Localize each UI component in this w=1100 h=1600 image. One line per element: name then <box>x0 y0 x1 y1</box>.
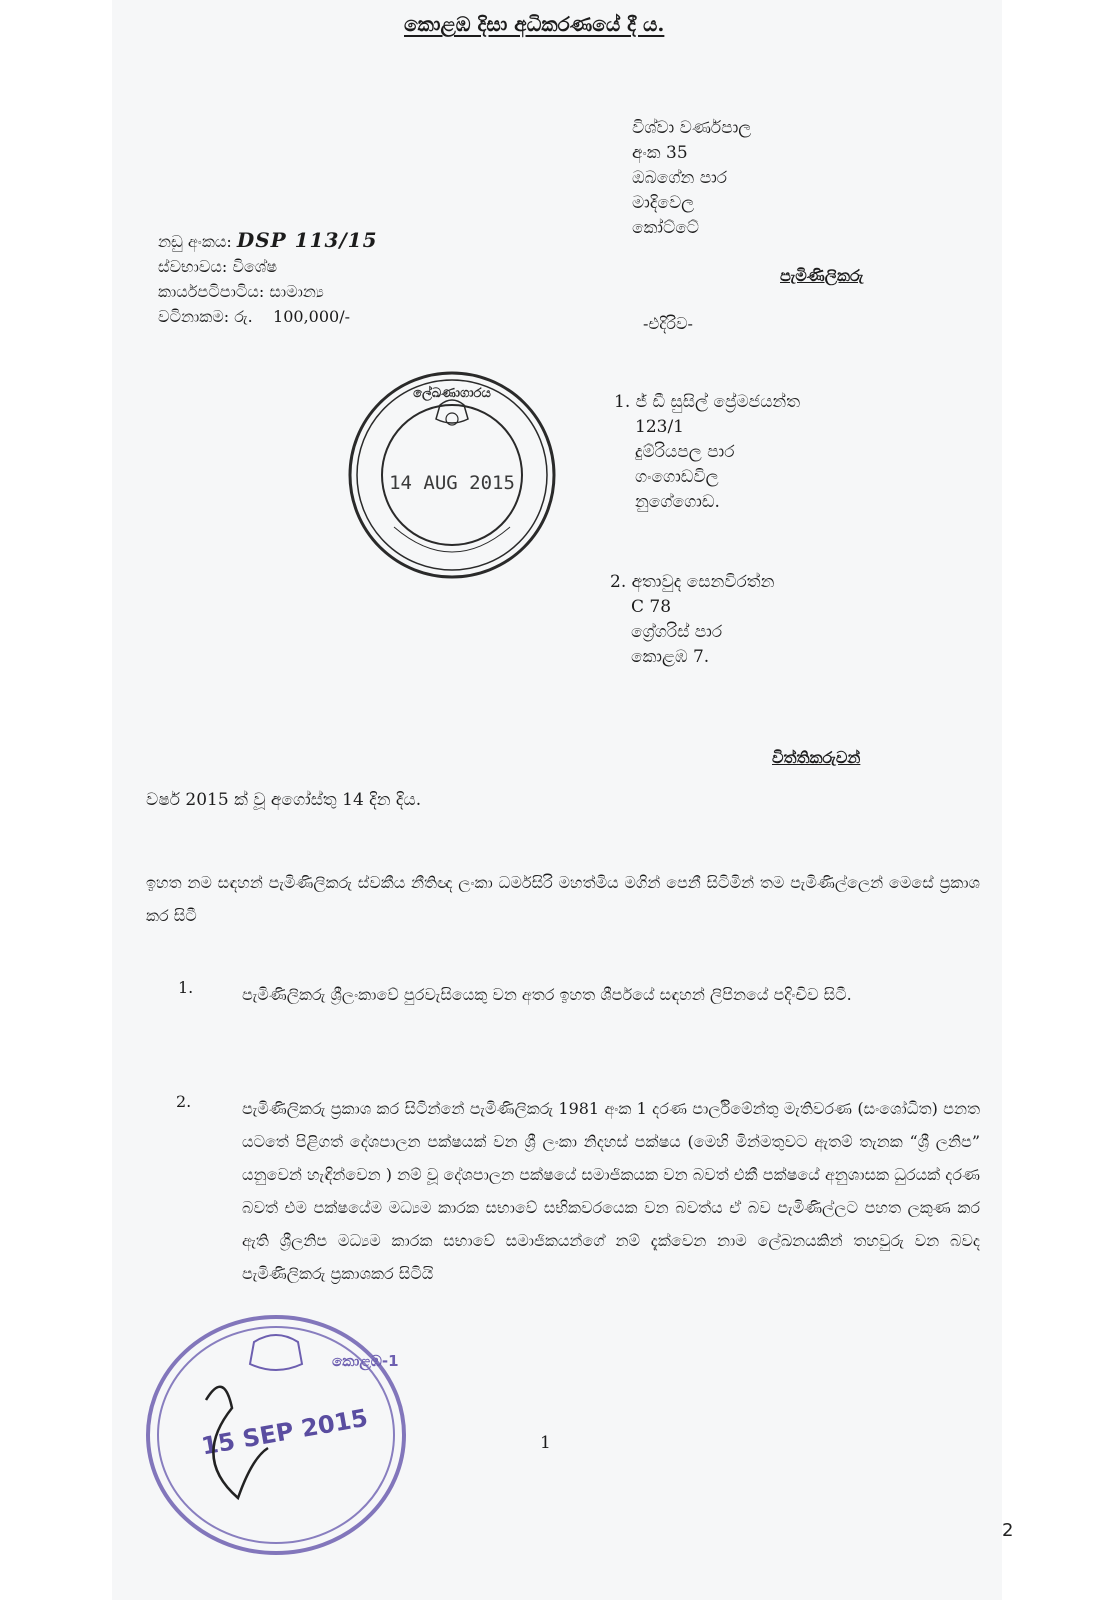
defendant-2 <box>610 570 774 670</box>
case-number-label: නඩු අංකය: <box>158 232 232 251</box>
versus-label: -එදිරිව- <box>643 314 693 333</box>
case-value: 100,000/- <box>273 307 351 326</box>
registry-seal-date: 14 AUG 2015 <box>389 472 515 494</box>
court-seal-stamp <box>136 1300 416 1560</box>
case-value-label: වටිනාකම: රු. <box>158 307 253 326</box>
registry-seal-stamp <box>344 367 560 583</box>
defendant-address-line: කොළඹ 7. <box>631 647 710 667</box>
paragraph-text: පැමිණිලිකරු ශ්‍රීලංකාවේ පුරවැසියෙකු වන අතර ඉහත ශීර්පයේ සඳහන් ලිපිනයේ පදිංචිව සිටී. <box>242 985 852 1004</box>
plaintiff-address-line: මාදිවෙල <box>632 193 695 213</box>
plaintiff-address-line: කෝට්ටේ <box>632 218 699 238</box>
defendant-address-line: ග්‍රේගරිස් පාර <box>631 622 723 642</box>
defendant-name: අතාවුද සෙනවිරත්න <box>631 572 775 592</box>
date-line: වර්ෂ 2015 ක් වූ අගෝස්තු 14 දින දිය. <box>146 790 422 810</box>
defendant-number: 1. <box>614 392 631 412</box>
paragraph-number: 1. <box>178 978 194 997</box>
case-nature: ස්වභාවය: විශේෂ <box>158 257 278 276</box>
court-seal-ring-text: කොළඹ-1 <box>332 1352 399 1370</box>
plaintiff-name: විශ්වා වර්ණපාල <box>632 118 752 138</box>
case-procedure: කාර්යපටිපාටිය: සාමාන්‍ය <box>158 282 324 301</box>
defendant-address-line: C 78 <box>631 597 672 617</box>
defendant-number: 2. <box>610 572 627 592</box>
defendant-address-line: දුම්රියපල පාර <box>635 442 735 462</box>
court-title: කොළඹ දිසා අධිකරණයේ දී ය. <box>404 12 665 36</box>
case-number: DSP 113/15 <box>236 228 378 252</box>
paragraph-text: පැමිණිලිකරු ප්‍රකාශ කර සිටින්නේ පැමිණිලිකරු 1981 අංක 1 දරණ පාර්ලිමේන්තු මැතිවරණ (සංශෝධිත) පනත යටතේ පිළිගත් දේශපාලන පක්ෂයක් වන ශ්‍රී ලංකා නිදහස් පක්ෂය (මෙහි මින්මතුවට ඇතම් තැනක “ශ්‍රී ලනිප” යනුවෙන් හැඳින්වෙන ) නම් වූ දේශපාලන පක්ෂයේ සමාජිකයක වන බවත් එකී පක්ෂයේ අනුශාසක ධුරයක් දරණ බවත් එම පක්ෂයේම මධ්‍යම කාරක සභාවේ සභිකවරයෙක වන බවත්ය ඒ බව පැමිණිල්ලට පහත ලකුණ කර ඇති ශ්‍රීලනිප මධ්‍යම කාරක සභාවේ සමාජිකයන්ගේ නම් දැක්වෙන නාම ලේඛනයකින් තහවුරු වන බවද පැමිණිලිකරු ප්‍රකාශකර සිටියි <box>242 1099 980 1283</box>
intro-paragraph: ඉහත නම සඳහන් පැමිණිලිකරු ස්වකීය නීතිඥ ලංකා ධර්මසිරි මහත්මිය මගින් පෙනී සිටිමින් තම පැමිණිල්ලෙන් මෙසේ ප්‍රකාශ කර සිටී <box>146 873 980 925</box>
paragraph-number: 2. <box>176 1092 192 1111</box>
plaintiff-block <box>632 116 751 241</box>
page-number: 1 <box>540 1433 551 1453</box>
defendant-1 <box>614 390 800 515</box>
plaintiff-role-label: පැමිණිලිකරු <box>780 266 864 285</box>
defendant-name: ජ් ඩී සුසිල් ප්‍රේමජයන්ත <box>635 392 801 412</box>
plaintiff-address-line: අංක 35 <box>632 143 688 163</box>
defendant-address-line: 123/1 <box>635 417 684 437</box>
case-info <box>158 228 378 329</box>
corner-page-number: 2 <box>1002 1520 1014 1541</box>
plaintiff-address-line: ඔබගේන පාර <box>632 168 728 188</box>
registry-seal-ring-text: ලේඛණාගාරය <box>413 386 491 401</box>
court-seal-date: 15 SEP 2015 <box>199 1403 370 1461</box>
defendant-address-line: නුගේගොඩ. <box>635 492 720 512</box>
defendants-role-label: විත්තිකරුවන් <box>772 748 861 767</box>
defendant-address-line: ගංගොඩවිල <box>635 467 719 487</box>
